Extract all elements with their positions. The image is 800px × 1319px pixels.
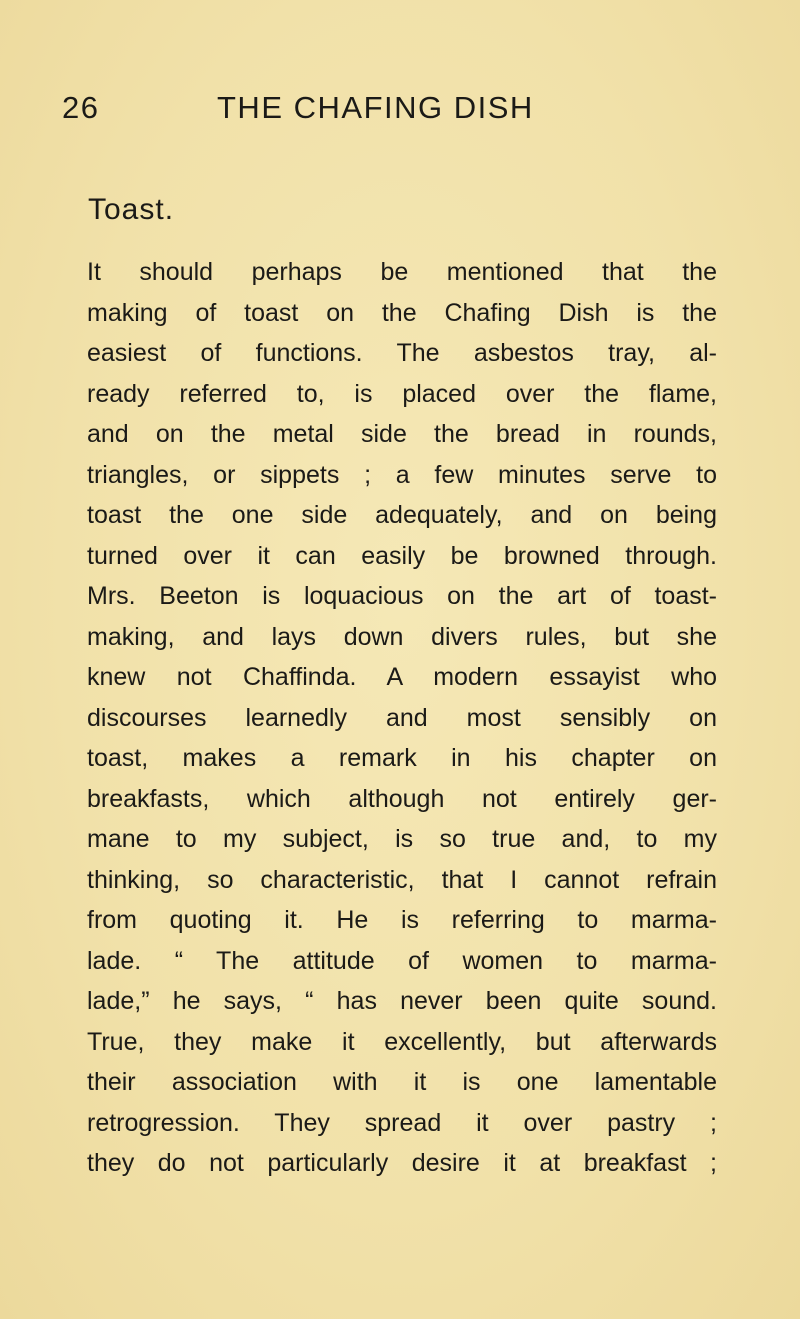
section-heading: Toast. [88, 193, 175, 226]
text-line: lade. “ The attitude of women to marma- [87, 946, 717, 975]
text-line: mane to my subject, is so true and, to my [87, 825, 717, 853]
text-line: It should perhaps be mentioned that the [87, 258, 717, 286]
text-line: easiest of functions. The asbestos tray, al- [87, 339, 717, 367]
text-line: discourses learnedly and most sensibly on [87, 703, 717, 732]
text-line: turned over it can easily be browned through. [87, 541, 717, 570]
text-line: and on the metal side the bread in rounds, [87, 420, 717, 448]
text-line: making, and lays down divers rules, but she [87, 622, 717, 651]
text-line: retrogression. They spread it over pastry ; [87, 1108, 717, 1137]
text-line: thinking, so characteristic, that I cannot refrain [87, 865, 717, 894]
text-line: knew not Chaffinda. A modern essayist who [87, 663, 717, 691]
page-number: 26 [62, 90, 100, 125]
text-line: Mrs. Beeton is loquacious on the art of toast- [87, 582, 717, 610]
running-title: THE CHAFING DISH [217, 90, 534, 125]
text-line: breakfasts, which although not entirely ger- [87, 784, 717, 813]
text-line: making of toast on the Chafing Dish is the [87, 298, 717, 327]
text-line: from quoting it. He is referring to marma- [87, 906, 717, 934]
running-head [62, 86, 662, 130]
text-line: they do not particularly desire it at breakfast ; [87, 1149, 717, 1177]
text-line: toast the one side adequately, and on being [87, 501, 717, 529]
text-line: ready referred to, is placed over the flame, [87, 379, 717, 408]
text-line: triangles, or sippets ; a few minutes serve to [87, 460, 717, 489]
text-line: toast, makes a remark in his chapter on [87, 744, 717, 772]
text-line: lade,” he says, “ has never been quite sound. [87, 987, 717, 1015]
text-line: True, they make it excellently, but afterwards [87, 1027, 717, 1056]
body-paragraph [87, 252, 717, 1184]
text-line: their association with it is one lamentable [87, 1068, 717, 1096]
